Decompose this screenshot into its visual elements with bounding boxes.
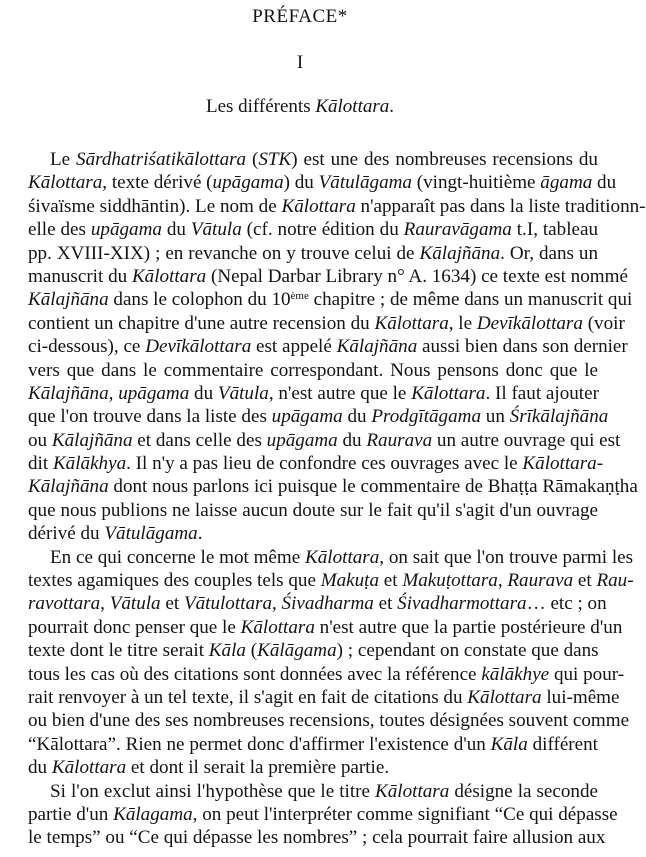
text-run: désigne la seconde bbox=[449, 780, 598, 802]
italic-term: Vātula bbox=[190, 219, 242, 241]
text-line bbox=[28, 171, 617, 194]
italic-term: Kālottara bbox=[28, 172, 103, 194]
text-run: contient un chapitre d'une autre recension du bbox=[28, 312, 375, 334]
text-run: du bbox=[337, 429, 367, 451]
text-run: et bbox=[160, 593, 184, 615]
text-run: textes agamiques des couples tels que bbox=[28, 570, 321, 592]
italic-term: Rau- bbox=[596, 570, 634, 592]
text-line bbox=[28, 335, 628, 358]
italic-term: Kālottara bbox=[51, 757, 127, 779]
text-run: (Nepal Darbar Library n° A. 1634) ce texte est nommé bbox=[206, 265, 628, 287]
text-run: et bbox=[573, 570, 597, 592]
italic-term: Kālottara bbox=[375, 780, 450, 802]
text-line bbox=[28, 195, 646, 218]
superscript: ème bbox=[290, 290, 309, 303]
text-run: , bbox=[497, 570, 508, 592]
text-run: vers que dans le commentaire correspondant. Nous pensons donc que le bbox=[28, 359, 598, 381]
text-run: et bbox=[373, 593, 398, 615]
italic-term: upāgama bbox=[271, 406, 343, 428]
italic-term: Kālottara bbox=[281, 195, 356, 217]
subtitle-text: Les différents bbox=[205, 96, 316, 117]
text-line bbox=[28, 826, 606, 849]
italic-term: Kālajñāna bbox=[28, 476, 109, 498]
italic-term: Raurava bbox=[366, 429, 433, 451]
text-run: partie d'un bbox=[28, 803, 114, 825]
italic-term: Vātula bbox=[109, 593, 161, 615]
italic-term: Vātulāgama bbox=[318, 172, 412, 194]
italic-term: Vātulottara bbox=[183, 593, 272, 615]
text-run: un autre ouvrage qui est bbox=[432, 429, 621, 451]
text-line bbox=[28, 242, 598, 265]
text-run: un bbox=[481, 406, 510, 428]
text-line bbox=[28, 709, 630, 732]
text-run: texte dont le titre serait bbox=[28, 640, 209, 662]
italic-term: Kālottara bbox=[305, 546, 380, 568]
italic-term: Śivadharmottara bbox=[397, 593, 527, 615]
italic-term: Kālajñāna bbox=[419, 242, 501, 264]
text-run: ( bbox=[246, 149, 259, 170]
text-run: , bbox=[100, 593, 110, 615]
text-run: , texte dérivé ( bbox=[102, 172, 213, 194]
italic-term: Prodgītāgama bbox=[371, 406, 481, 428]
text-run: dans le colophon du 10 bbox=[108, 289, 291, 311]
subtitle-italic: Kālottara bbox=[315, 96, 390, 117]
text-run: Le bbox=[50, 149, 77, 170]
text-run: (cf. notre édition du bbox=[241, 219, 404, 241]
text-line bbox=[28, 452, 604, 475]
text-run: du bbox=[161, 219, 191, 241]
text-run: . Or, dans un bbox=[500, 242, 599, 264]
italic-term: upāgama bbox=[212, 172, 284, 194]
text-run: En ce qui concerne le mot même bbox=[50, 546, 306, 568]
text-line bbox=[28, 522, 598, 545]
italic-term: Kāla bbox=[490, 733, 528, 755]
italic-term: Kālottara bbox=[374, 312, 449, 334]
italic-term: Kālottara bbox=[467, 686, 542, 708]
text-line bbox=[28, 148, 598, 171]
italic-term: upāgama bbox=[266, 429, 338, 451]
text-line bbox=[28, 756, 598, 779]
text-run: elle des bbox=[28, 219, 91, 241]
italic-term: upāgama bbox=[118, 382, 190, 404]
italic-term: Vātula bbox=[217, 382, 269, 404]
text-run: , on sait que l'on trouve parmi les bbox=[379, 546, 634, 568]
text-run: du bbox=[28, 757, 52, 779]
text-run: , bbox=[272, 593, 282, 615]
italic-term: Makuṭa bbox=[320, 570, 380, 592]
italic-term: Kālajñāna bbox=[336, 336, 418, 358]
text-run: n'apparaît pas dans la liste traditionn- bbox=[355, 195, 646, 217]
text-run: et dans celle des bbox=[132, 429, 267, 451]
text-run: ) est une des nombreuses recensions du bbox=[291, 149, 598, 170]
text-line bbox=[28, 546, 634, 569]
text-run: , bbox=[108, 382, 119, 404]
italic-term: Sārdhatriśatikālottara bbox=[76, 149, 247, 170]
section-subtitle bbox=[0, 96, 600, 118]
italic-term: Kāla bbox=[208, 640, 246, 662]
text-run: . Il faut ajouter bbox=[485, 382, 599, 404]
text-line bbox=[28, 359, 598, 382]
italic-term: Kālākhya bbox=[52, 453, 127, 475]
italic-term: Kālagama bbox=[113, 803, 193, 825]
text-run: tous les cas où des citations sont données avec la référence bbox=[28, 663, 482, 685]
text-run: aussi bien dans son dernier bbox=[417, 336, 628, 358]
text-run: qui pour- bbox=[549, 663, 625, 685]
text-run: , on peut l'interpréter comme signifiant “Ce qui dépasse bbox=[192, 803, 618, 825]
text-run: ci-dessous), ce bbox=[28, 336, 146, 358]
text-run: que nous publions ne laisse aucun doute sur le fait qu'il s'agit d'un ouvrage bbox=[28, 499, 598, 521]
italic-term: Raurava bbox=[507, 570, 574, 592]
text-run: pp. XVIII-XIX) ; en revanche on y trouve celui de bbox=[28, 242, 420, 264]
italic-term: Devīkālottara bbox=[145, 336, 252, 358]
italic-term: Śrīkālajñāna bbox=[509, 406, 609, 428]
text-line bbox=[28, 616, 623, 639]
text-line bbox=[28, 382, 598, 405]
text-line bbox=[28, 592, 607, 615]
text-line bbox=[28, 265, 628, 288]
text-run: différent bbox=[527, 733, 598, 755]
italic-term: ravottara bbox=[28, 593, 101, 615]
text-run: (voir bbox=[582, 312, 625, 334]
text-run: lui-même bbox=[541, 686, 620, 708]
italic-term: Śivadharma bbox=[281, 593, 374, 615]
text-run: est appelé bbox=[251, 336, 337, 358]
text-line bbox=[28, 312, 625, 335]
text-run: . Il n'y a pas lieu de confondre ces ouvrages avec le bbox=[126, 453, 523, 475]
italic-term: Devīkālottara bbox=[476, 312, 583, 334]
text-run: ou bien d'une des ses nombreuses recensions, toutes désignées souvent comme bbox=[28, 710, 630, 732]
italic-term: Kālottara bbox=[131, 265, 207, 287]
text-run: rait renvoyer à un tel texte, il s'agit en fait de citations du bbox=[28, 686, 468, 708]
text-line bbox=[28, 475, 638, 498]
text-run: du bbox=[592, 172, 617, 194]
italic-term: upāgama bbox=[90, 219, 162, 241]
italic-term: Kālajñāna bbox=[28, 289, 109, 311]
text-run: , n'est autre que le bbox=[268, 382, 412, 404]
text-run: … etc ; on bbox=[526, 593, 607, 615]
text-run: t.I, tableau bbox=[511, 219, 599, 241]
text-run: “Kālottara”. Rien ne permet donc d'affirmer l'existence d'un bbox=[28, 733, 491, 755]
body-text bbox=[28, 148, 646, 850]
text-line bbox=[28, 803, 618, 826]
text-run: dont nous parlons ici puisque le commentaire de Bhaṭṭa Rāmakaṇṭha bbox=[108, 476, 638, 498]
text-line bbox=[28, 499, 598, 522]
italic-term: Kālottara bbox=[411, 382, 486, 404]
italic-term: Kālāgama bbox=[257, 640, 337, 662]
text-line bbox=[28, 569, 634, 592]
text-run: ) du bbox=[283, 172, 319, 194]
text-run: le temps” ou “Ce qui dépasse les nombres” ; cela pourrait faire allusion aux bbox=[28, 827, 606, 849]
text-line bbox=[28, 405, 609, 428]
text-run: du bbox=[342, 406, 372, 428]
italic-term: STK bbox=[258, 149, 292, 170]
text-run: śivaïsme siddhāntin). Le nom de bbox=[28, 195, 282, 217]
text-line bbox=[28, 288, 633, 311]
text-run: , le bbox=[448, 312, 477, 334]
text-run: dérivé du bbox=[28, 523, 105, 545]
text-line bbox=[28, 639, 598, 662]
text-run: manuscrit du bbox=[28, 265, 132, 287]
text-line bbox=[28, 686, 620, 709]
section-number: I bbox=[296, 52, 304, 73]
text-run: ou bbox=[28, 429, 52, 451]
text-run: (vingt-huitième bbox=[411, 172, 541, 194]
text-run: ( bbox=[245, 640, 258, 662]
italic-term: Kālottara- bbox=[522, 453, 604, 475]
text-run: n'est autre que la partie postérieure d'un bbox=[314, 616, 623, 638]
italic-term: Rauravāgama bbox=[403, 219, 512, 241]
text-run: et dont il serait la première partie. bbox=[126, 757, 390, 779]
text-run: Si l'on exclut ainsi l'hypothèse que le titre bbox=[50, 780, 376, 802]
text-line bbox=[28, 780, 598, 803]
text-run: chapitre ; de même dans un manuscrit qui bbox=[308, 289, 633, 311]
text-run: et bbox=[379, 570, 403, 592]
italic-term: āgama bbox=[540, 172, 593, 194]
text-line bbox=[28, 429, 621, 452]
text-run: dit bbox=[28, 453, 53, 475]
italic-term: Makuṭottara bbox=[402, 570, 498, 592]
text-run: . bbox=[197, 523, 203, 545]
italic-term: Kālajñāna bbox=[51, 429, 133, 451]
italic-term: Kālottara bbox=[240, 616, 315, 638]
text-line bbox=[28, 663, 625, 686]
preface-title: PRÉFACE* bbox=[252, 6, 348, 27]
italic-term: kālākhye bbox=[481, 663, 550, 685]
text-run: ) ; cependant on constate que dans bbox=[336, 640, 599, 662]
italic-term: Kālajñāna bbox=[28, 382, 109, 404]
text-run: pourrait donc penser que le bbox=[28, 616, 241, 638]
text-run: que l'on trouve dans la liste des bbox=[28, 406, 272, 428]
text-line bbox=[28, 733, 598, 756]
italic-term: Vātulāgama bbox=[104, 523, 198, 545]
subtitle-period: . bbox=[389, 96, 395, 117]
text-run: du bbox=[189, 382, 218, 404]
text-line bbox=[28, 218, 598, 241]
